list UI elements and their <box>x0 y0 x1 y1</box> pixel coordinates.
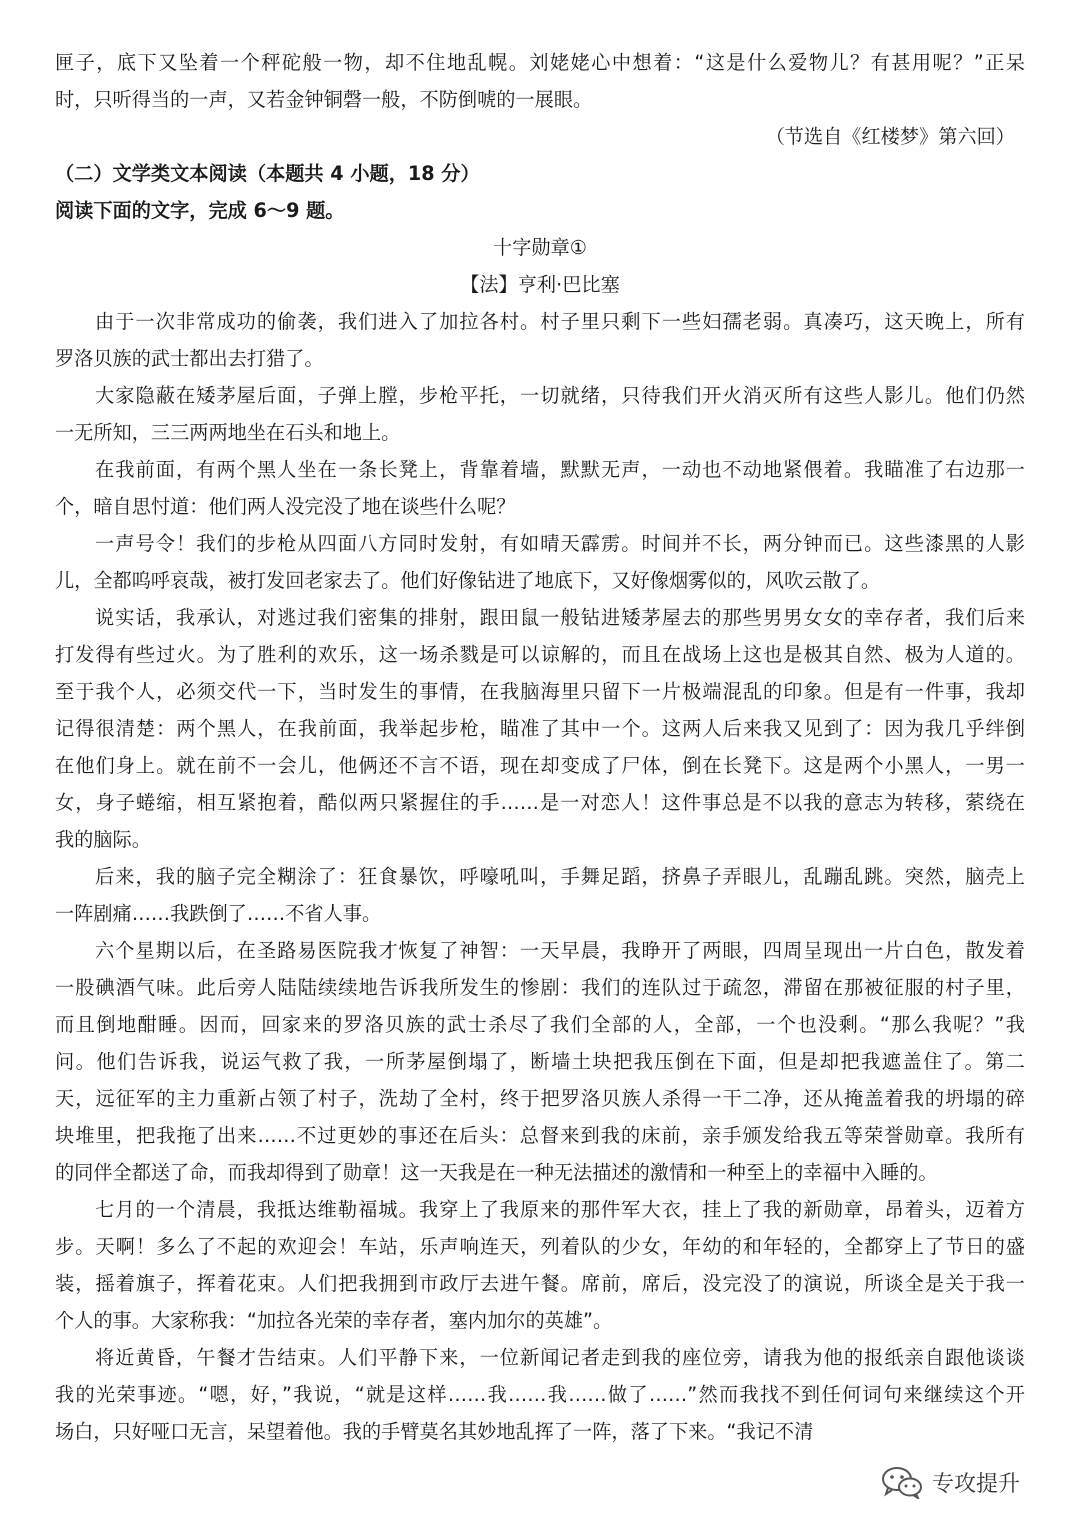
watermark <box>880 1462 1020 1502</box>
body-line: 罗洛贝族的武士都出去打猎了。 <box>55 347 324 370</box>
body-line: 个，暗自思忖道：他们两人没完没了地在谈些什么呢？ <box>55 495 516 518</box>
body-line: 的同伴全都送了命，而我却得到了勋章！这一天我是在一种无法描述的激情和一种至上的幸福中入睡的。 <box>55 1161 938 1184</box>
body-line: 一声号令！我们的步枪从四面八方同时发射，有如晴天霹雳。时间并不长，两分钟而已。这些漆黑的人影 <box>95 532 1025 555</box>
body-line: 至于我个人，必须交代一下，当时发生的事情，在我脑海里只留下一片极端混乱的印象。但是有一件事，我却 <box>55 680 1025 703</box>
body-line: 步。天啊！多么了不起的欢迎会！车站，乐声响连天，列着队的少女，年幼的和年轻的，全都穿上了节日的盛 <box>55 1235 1025 1258</box>
body-line: 女，身子蜷缩，相互紧抱着，酷似两只紧握住的手……是一对恋人！这件事总是不以我的意志为转移，萦绕在 <box>55 791 1025 814</box>
body-line: 由于一次非常成功的偷袭，我们进入了加拉各村。村子里只剩下一些妇孺老弱。真凑巧，这天晚上，所有 <box>95 310 1025 333</box>
story-author: 【法】亨利·巴比塞 <box>460 273 620 296</box>
body-line: 一股碘酒气味。此后旁人陆陆续续地告诉我所发生的惨剧：我们的连队过于疏忽，滞留在那被征服的村子里， <box>55 976 1025 999</box>
body-line: 个人的事。大家称我：“加拉各光荣的幸存者，塞内加尔的英雄”。 <box>55 1309 613 1332</box>
instruction: 阅读下面的文字，完成 6～9 题。 <box>55 199 345 222</box>
body-line: 打发得有些过火。为了胜利的欢乐，这一场杀戮是可以谅解的，而且在战场上这也是极其自然、极为人道的。 <box>55 643 1025 666</box>
section-heading: （二）文学类文本阅读（本题共 4 小题，18 分） <box>55 162 480 185</box>
body-line: 七月的一个清晨，我抵达维勒福城。我穿上了我原来的那件军大衣，挂上了我的新勋章，昂着头，迈着方 <box>95 1198 1025 1221</box>
body-line: 大家隐蔽在矮茅屋后面，子弹上膛，步枪平托，一切就绪，只待我们开火消灭所有这些人影儿。他们仍然 <box>95 384 1025 407</box>
body-line: 一阵剧痛……我跌倒了……不省人事。 <box>55 902 382 925</box>
body-line: 问。他们告诉我，说运气救了我，一所茅屋倒塌了，断墙土块把我压倒在下面，但是却把我遮盖住了。第二 <box>55 1050 1025 1073</box>
body-line: 场白，只好哑口无言，呆望着他。我的手臂莫名其妙地乱挥了一阵，落了下来。“我记不清 <box>55 1420 814 1443</box>
body-line: 我的脑际。 <box>55 828 151 851</box>
wechat-icon <box>880 1465 924 1499</box>
body-line: 我的光荣事迹。“嗯，好，”我说，“就是这样……我……我……做了……”然而我找不到任何词句来继续这个开 <box>55 1383 1025 1406</box>
body-line: 将近黄昏，午餐才告结束。人们平静下来，一位新闻记者走到我的座位旁，请我为他的报纸亲自跟他谈谈 <box>95 1346 1025 1369</box>
body-line: 天，远征军的主力重新占领了村子，洗劫了全村，终于把罗洛贝族人杀得一干二净，还从掩盖着我的坍塌的碎 <box>55 1087 1025 1110</box>
body-line: 一无所知，三三两两地坐在石头和地上。 <box>55 421 401 444</box>
body-line: 记得很清楚：两个黑人，在我前面，我举起步枪，瞄准了其中一个。这两人后来我又见到了：因为我几乎绊倒 <box>55 717 1025 740</box>
body-line: 而且倒地酣睡。因而，回家来的罗洛贝族的武士杀尽了我们全部的人，全部，一个也没剩。“那么我呢？”我 <box>55 1013 1025 1036</box>
body-line: 六个星期以后，在圣路易医院我才恢复了神智：一天早晨，我睁开了两眼，四周呈现出一片白色，散发着 <box>95 939 1025 962</box>
source-citation: （节选自《红楼梦》第六回） <box>765 125 1015 148</box>
body-line: 匣子，底下又坠着一个秤砣般一物，却不住地乱幌。刘姥姥心中想着：“这是什么爱物儿？有甚用呢？”正呆 <box>55 51 1025 74</box>
body-line: 时，只听得当的一声，又若金钟铜磬一般，不防倒唬的一展眼。 <box>55 88 593 111</box>
body-line: 说实话，我承认，对逃过我们密集的排射，跟田鼠一般钻进矮茅屋去的那些男男女女的幸存者，我们后来 <box>95 606 1025 629</box>
body-line: 后来，我的脑子完全糊涂了：狂食暴饮，呼嚎吼叫，手舞足蹈，挤鼻子弄眼儿，乱蹦乱跳。突然，脑壳上 <box>95 865 1025 888</box>
watermark-text: 专攻提升 <box>932 1471 1021 1497</box>
body-line: 儿，全都呜呼哀哉，被打发回老家去了。他们好像钻进了地底下，又好像烟雾似的，风吹云散了。 <box>55 569 881 592</box>
body-line: 装，摇着旗子，挥着花束。人们把我拥到市政厅去进午餐。席前，席后，没完没了的演说，所谈全是关于我一 <box>55 1272 1025 1295</box>
story-title: 十字勋章① <box>493 236 587 259</box>
body-line: 块堆里，把我拖了出来……不过更妙的事还在后头：总督来到我的床前，亲手颁发给我五等荣誉勋章。我所有 <box>55 1124 1025 1147</box>
body-line: 在我前面，有两个黑人坐在一条长凳上，背靠着墙，默默无声，一动也不动地紧偎着。我瞄准了右边那一 <box>95 458 1025 481</box>
body-line: 在他们身上。就在前不一会儿，他俩还不言不语，现在却变成了尸体，倒在长凳下。这是两个小黑人，一男一 <box>55 754 1025 777</box>
